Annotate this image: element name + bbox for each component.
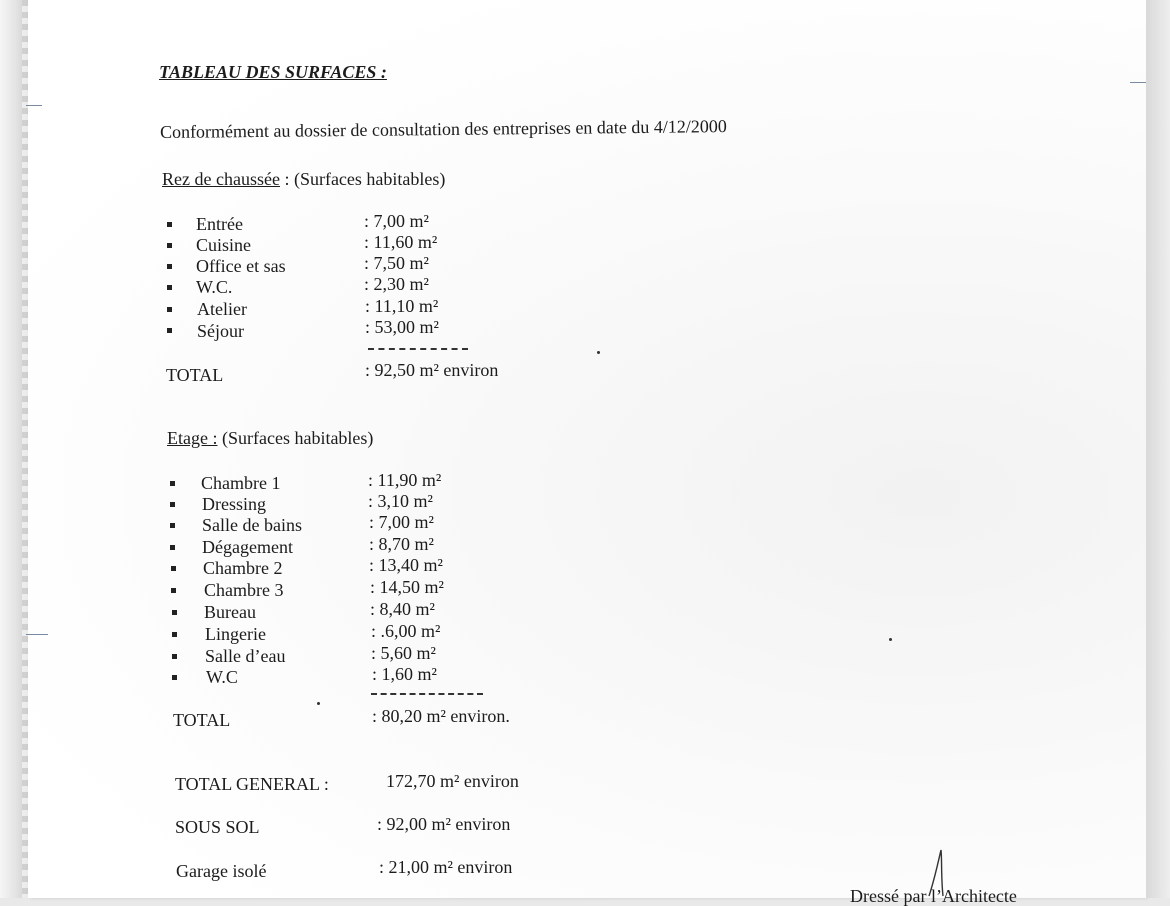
list-item-value: : 7,50 m² xyxy=(364,253,429,273)
garage-value: : 21,00 m² environ xyxy=(379,857,513,877)
list-item-value: : 5,60 m² xyxy=(371,643,436,663)
list-item-label: Dégagement xyxy=(202,537,293,557)
scan-speck xyxy=(597,351,600,354)
bullet-icon xyxy=(172,654,177,659)
subtotal-rule xyxy=(368,348,468,350)
bullet-icon xyxy=(167,222,172,227)
list-item-value: : 11,60 m² xyxy=(364,232,438,252)
bullet-icon xyxy=(172,610,177,615)
document-title: TABLEAU DES SURFACES : xyxy=(159,62,387,82)
list-item-label: Entrée xyxy=(196,214,243,234)
bullet-icon xyxy=(167,285,172,290)
ground-floor-total-label: TOTAL xyxy=(166,365,224,385)
list-item-label: Chambre 2 xyxy=(203,558,283,578)
footer-signature-caption: Dressé par l’Architecte xyxy=(850,886,1017,906)
list-item-value: : 11,10 m² xyxy=(365,296,439,316)
bullet-icon xyxy=(171,566,176,571)
list-item-label: Cuisine xyxy=(196,235,252,255)
ground-floor-subheading: : (Surfaces habitables) xyxy=(284,169,446,189)
list-item-label: Séjour xyxy=(197,321,244,341)
signature-mark xyxy=(925,848,965,898)
scan-speck xyxy=(317,702,320,705)
margin-tick xyxy=(26,634,48,635)
page-edge xyxy=(1146,0,1170,898)
list-item-label: Bureau xyxy=(204,602,256,622)
list-item-value: : 7,00 m² xyxy=(364,211,429,231)
upper-floor-subheading: (Surfaces habitables) xyxy=(221,428,374,448)
bullet-icon xyxy=(170,502,175,507)
grand-total-value: 172,70 m² environ xyxy=(386,771,519,791)
intro-text: Conformément au dossier de consultation des entreprises en date du 4/12/2000 xyxy=(159,116,727,142)
upper-floor-total-value: : 80,20 m² environ. xyxy=(372,706,510,726)
list-item-value: : 1,60 m² xyxy=(372,664,437,684)
bullet-icon xyxy=(167,328,172,333)
list-item-value: : 8,40 m² xyxy=(370,599,435,619)
bullet-icon xyxy=(172,675,177,680)
document-page xyxy=(28,0,1146,906)
bullet-icon xyxy=(170,545,175,550)
bullet-icon xyxy=(170,481,175,486)
bullet-icon xyxy=(172,632,177,637)
list-item-value: : 11,90 m² xyxy=(368,470,442,490)
list-item-label: W.C xyxy=(206,667,238,687)
list-item-label: Lingerie xyxy=(205,624,266,644)
bullet-icon xyxy=(167,264,172,269)
list-item-label: Chambre 3 xyxy=(204,580,284,600)
list-item-value: : 14,50 m² xyxy=(370,577,444,597)
list-item-value: : 53,00 m² xyxy=(365,317,439,337)
list-item-value: : 13,40 m² xyxy=(369,555,443,575)
margin-tick xyxy=(26,105,42,106)
bullet-icon xyxy=(167,243,172,248)
list-item-label: Salle d’eau xyxy=(205,646,286,666)
upper-floor-total-label: TOTAL xyxy=(173,710,231,730)
basement-label: SOUS SOL xyxy=(175,817,260,837)
basement-value: : 92,00 m² environ xyxy=(377,814,511,834)
bullet-icon xyxy=(170,523,175,528)
bullet-icon xyxy=(167,307,172,312)
ground-floor-heading: Rez de chaussée xyxy=(162,169,280,189)
list-item-label: Office et sas xyxy=(196,256,286,276)
bullet-icon xyxy=(171,588,176,593)
ground-floor-heading-row xyxy=(162,169,445,189)
list-item-label: Chambre 1 xyxy=(201,473,281,493)
scan-speck xyxy=(889,638,892,641)
ground-floor-total-value: : 92,50 m² environ xyxy=(365,360,499,380)
upper-floor-heading-row xyxy=(167,428,373,448)
list-item-label: Atelier xyxy=(197,299,247,319)
margin-tick xyxy=(1130,82,1146,83)
subtotal-rule xyxy=(371,693,483,695)
list-item-label: W.C. xyxy=(196,277,233,297)
list-item-value: : 2,30 m² xyxy=(364,274,429,294)
list-item-label: Dressing xyxy=(202,494,266,514)
list-item-label: Salle de bains xyxy=(202,515,302,535)
list-item-value: : .6,00 m² xyxy=(371,621,441,641)
grand-total-label: TOTAL GENERAL : xyxy=(175,774,329,794)
list-item-value: : 8,70 m² xyxy=(369,534,434,554)
list-item-value: : 3,10 m² xyxy=(368,491,433,511)
upper-floor-heading: Etage : xyxy=(167,428,218,448)
garage-label: Garage isolé xyxy=(176,861,267,881)
list-item-value: : 7,00 m² xyxy=(369,512,434,532)
